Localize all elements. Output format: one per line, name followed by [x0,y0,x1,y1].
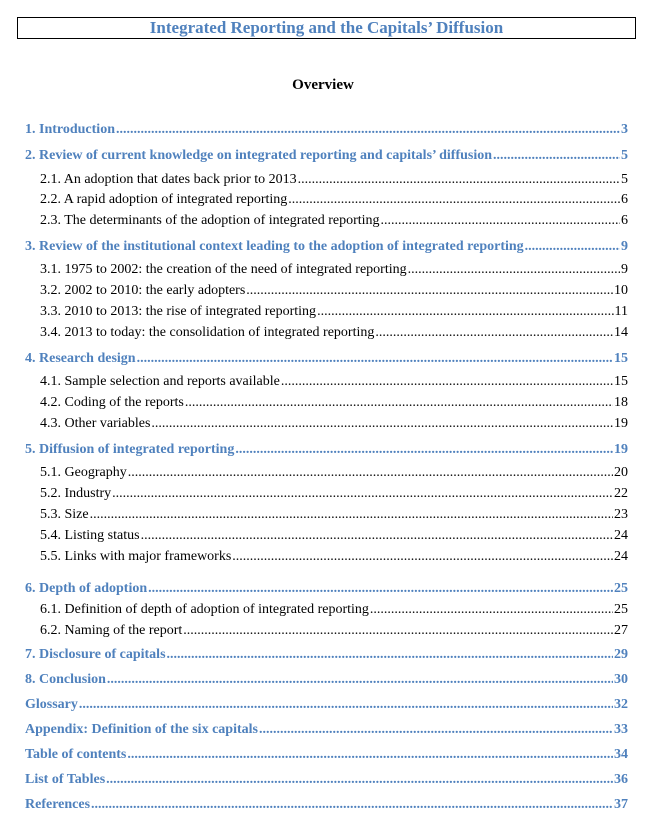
overview-heading: Overview [292,77,354,93]
toc-entry-text: 5.3. Size [40,507,89,522]
toc-entry-text: 4. Research design [25,351,136,366]
toc-entry-text: 6.1. Definition of depth of adoption of integrated reporting [40,602,369,617]
toc-entry[interactable] [25,580,628,598]
toc-entry[interactable] [25,238,628,256]
toc-entry-text: 4.3. Other variables [40,416,151,431]
toc-entry-text: 2.3. The determinants of the adoption of integrated reporting [40,213,380,228]
toc-entry[interactable] [25,771,628,789]
toc-entry-page: 36 [614,772,628,787]
toc-entry-text: 2.1. An adoption that dates back prior to 2013 [40,172,297,187]
toc-entry[interactable] [25,147,628,165]
toc-entry-text: 3.1. 1975 to 2002: the creation of the need of integrated reporting [40,262,407,277]
toc-entry-text: 3.4. 2013 to today: the consolidation of integrated reporting [40,325,375,340]
toc-entry[interactable] [40,191,628,209]
toc-entry-page: 25 [614,581,628,596]
toc-entry-text: 5.2. Industry [40,486,112,501]
toc-entry-text: 5.4. Listing status [40,528,140,543]
toc-entry[interactable] [40,485,628,503]
toc-entry-page: 24 [614,528,628,543]
toc-entry-text: 7. Disclosure of capitals [25,647,166,662]
toc-entry-page: 3 [621,122,628,137]
toc-entry[interactable] [40,303,628,321]
toc-entry-text: Glossary [25,697,78,712]
toc-entry-page: 23 [614,507,628,522]
toc-entry[interactable] [40,171,628,189]
toc-entry-page: 33 [614,722,628,737]
toc-entry-page: 14 [614,325,628,340]
toc-entry-page: 20 [614,465,628,480]
toc-entry[interactable] [25,796,628,814]
toc-entry-page: 6 [621,192,628,207]
toc-entry-text: 6.2. Naming of the report [40,623,183,638]
toc-entry-page: 15 [614,351,628,366]
toc-entry[interactable] [40,282,628,300]
toc-entry-text: 1. Introduction [25,122,115,137]
toc-entry[interactable] [40,527,628,545]
toc-entry[interactable] [40,506,628,524]
toc-entry[interactable] [40,212,628,230]
toc-entry[interactable] [40,261,628,279]
toc-entry-text: 5. Diffusion of integrated reporting [25,442,235,457]
toc-entry-page: 11 [614,304,628,319]
toc-entry[interactable] [40,324,628,342]
toc-entry[interactable] [25,646,628,664]
toc-entry-page: 9 [621,262,628,277]
toc-entry-text: List of Tables [25,772,106,787]
toc-entry-page: 9 [621,239,628,254]
toc-entry-text: 5.5. Links with major frameworks [40,549,232,564]
toc-entry[interactable] [25,671,628,689]
toc-entry-text: 3.2. 2002 to 2010: the early adopters [40,283,246,298]
toc-entry-page: 30 [614,672,628,687]
toc-entry[interactable] [25,696,628,714]
toc-entry-text: 4.1. Sample selection and reports available [40,374,280,389]
document-title: Integrated Reporting and the Capitals’ Diffusion [17,17,636,39]
toc-entry-text: 2. Review of current knowledge on integrated reporting and capitals’ diffusion [25,148,493,163]
toc-entry[interactable] [40,622,628,640]
toc-entry-page: 5 [621,148,628,163]
toc-entry-page: 5 [621,172,628,187]
toc-entry-text: 6. Depth of adoption [25,581,148,596]
toc-entry-page: 18 [614,395,628,410]
toc-entry-text: 8. Conclusion [25,672,106,687]
toc-entry-text: 2.2. A rapid adoption of integrated reporting [40,192,288,207]
toc-entry-text: 3. Review of the institutional context leading to the adoption of integrated reporting [25,239,524,254]
toc-entry-page: 15 [614,374,628,389]
toc-entry[interactable] [25,350,628,368]
toc-entry-page: 19 [614,416,628,431]
toc-entry[interactable] [40,394,628,412]
toc-entry[interactable] [40,415,628,433]
toc-entry-page: 19 [614,442,628,457]
toc-entry-page: 37 [614,797,628,812]
toc-entry[interactable] [25,721,628,739]
toc-entry-text: Table of contents [25,747,127,762]
toc-entry-page: 29 [614,647,628,662]
toc-entry-page: 22 [614,486,628,501]
toc-entry-page: 32 [614,697,628,712]
toc-entry-page: 34 [614,747,628,762]
toc-entry-page: 24 [614,549,628,564]
toc-entry[interactable] [40,464,628,482]
toc-entry-page: 6 [621,213,628,228]
toc-entry-text: References [25,797,91,812]
toc-entry-page: 27 [614,623,628,638]
toc-entry-page: 10 [614,283,628,298]
toc-entry[interactable] [40,373,628,391]
toc-entry-text: 3.3. 2010 to 2013: the rise of integrated reporting [40,304,317,319]
toc-entry[interactable] [25,121,628,139]
toc-entry-text: Appendix: Definition of the six capitals [25,722,258,737]
toc-entry-page: 25 [614,602,628,617]
toc-entry-text: 5.1. Geography [40,465,127,480]
toc-entry[interactable] [40,601,628,619]
toc-entry-text: 4.2. Coding of the reports [40,395,184,410]
toc-entry[interactable] [40,548,628,566]
toc-entry[interactable] [25,441,628,459]
toc-entry[interactable] [25,746,628,764]
